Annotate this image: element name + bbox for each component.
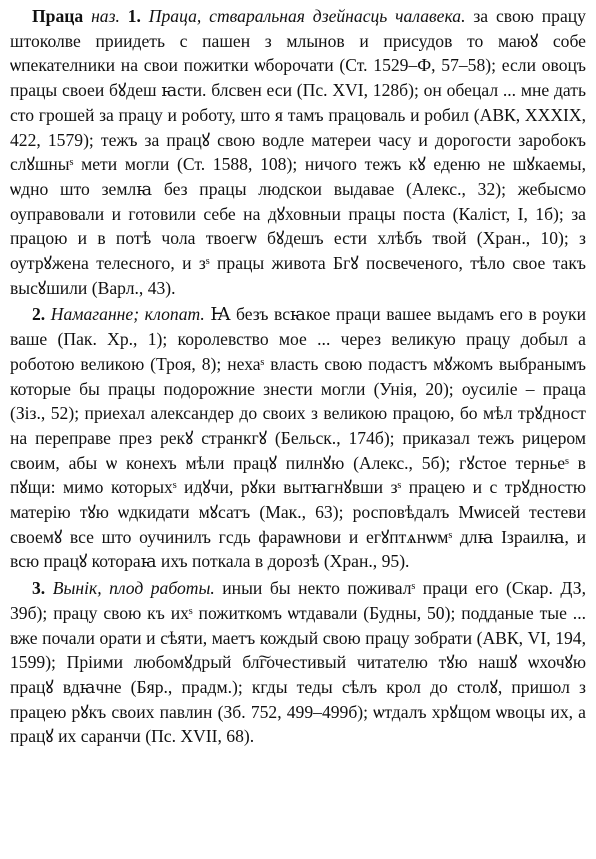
sense-1-text: за свою працу штоколве приидеть с пашен з млынов и присудов то маюꙋ собе ѡпекателники на свои пожитки ѡборочати (Ст. 1529–Ф, 57–58); если овоцъ працы своеи бꙋдеш ꙗсти. блсвен еси (Пс. XVI, 128б); он обецал ... мне дать сто грошей за працу и роботу, што я тамъ працоваль и робил (АВК, XXXIX, 422, 1579); тежъ за працꙋ свою водле матереи часу и дорогости заробокъ слꙋшныˢ мети могли (Ст. 1588, 108); ничого тежъ кꙋ еденю не шꙋкаемы, ѡдно што землꙗ без працы людскои выдавае (Алекс., 32); жебысмо оуправовали и готовили себе на дꙋховныи працы поста (Каліст, I, 1б); за працою и в потѣ чола твоегѡ бꙋдешъ ести хлѣбъ твой (Хран., 10); з оутрꙋжена телесного, и зˢ працы живота Бгꙋ посвеченого, тѣло свое такъ высꙋшили (Варл., 43). — [10, 6, 586, 298]
sense-2-paragraph — [10, 302, 586, 574]
sense-3-definition: Вынік, плод работы. — [52, 578, 215, 599]
sense-1-definition: Праца, стваральная дзейнасць чалавека. — [148, 6, 466, 26]
sense-3-paragraph — [10, 576, 586, 749]
sense-1-number: 1. — [127, 6, 141, 26]
sense-2-definition: Намаганне; клопат. — [50, 304, 205, 325]
sense-2-text: Ꙗ безъ всꙗкое праци вашее выдамъ его в роуки ваше (Пак. Хр., 1); королевство мое ... через великую працу добыл а роботою великою (Троя, 8); нехаˢ власть свою подастъ мꙋжомъ выбранымъ которые бы працы подорожние знести могли (Унія, 20); оусиліе – праца (Зіз., 52); приехал александер до своих з великою працою, бо мѣл трꙋдност на переправе през рекꙋ странкгꙋ (Бельск., 174б); приказал тежъ рицером своим, абы ѡ конехъ мѣли працꙋ пилнꙋю (Алекс., 5б); гꙋстое терньеˢ в пꙋщи: мимо которыхˢ идꙋчи, рꙋки вытꙗгнꙋвши зˢ працею и с трꙋдностю матерію тꙋю ѡдкидати мꙋсатъ (Мак., 63); росповѣдалъ Мѡисей тестеви своемꙋ все што оучинилъ гсдь фараѡнови и егꙋптѧнѡмˢ длꙗ Ізраилꙗ, и всю працꙋ котораꙗ ихъ поткала в дорозѣ (Хран., 95). — [10, 304, 587, 572]
sense-2-number: 2. — [32, 304, 46, 325]
sense-3-text: иныи бы некто поживалˢ праци его (Скар. ДЗ, 39б); працу свою къ ихˢ пожиткомъ ѡтдавали (Будны, 50); подданые тые ... вже почали орати и сѣяти, маетъ кождый свою працу зобрати (АВК, VI, 194, 1599); Пріими любомꙋдрый бл͠гочестивый читателю тꙋю нашꙋ ѡхочꙋю працꙋ вдꙗчне (Бяр., прадм.); кгды теды сѣлъ крол до столꙋ, пришол з працею рꙋкъ своих павлин (Зб. 752, 499–499б); ѡтдалъ хрꙋщом ѡвоцы их, а працꙋ их саранчи (Пс. XVII, 68). — [10, 578, 586, 747]
sense-3-number: 3. — [32, 578, 46, 599]
sense-1-paragraph — [10, 4, 586, 300]
headword: Праца — [32, 6, 84, 26]
part-of-speech: наз. — [91, 6, 120, 26]
